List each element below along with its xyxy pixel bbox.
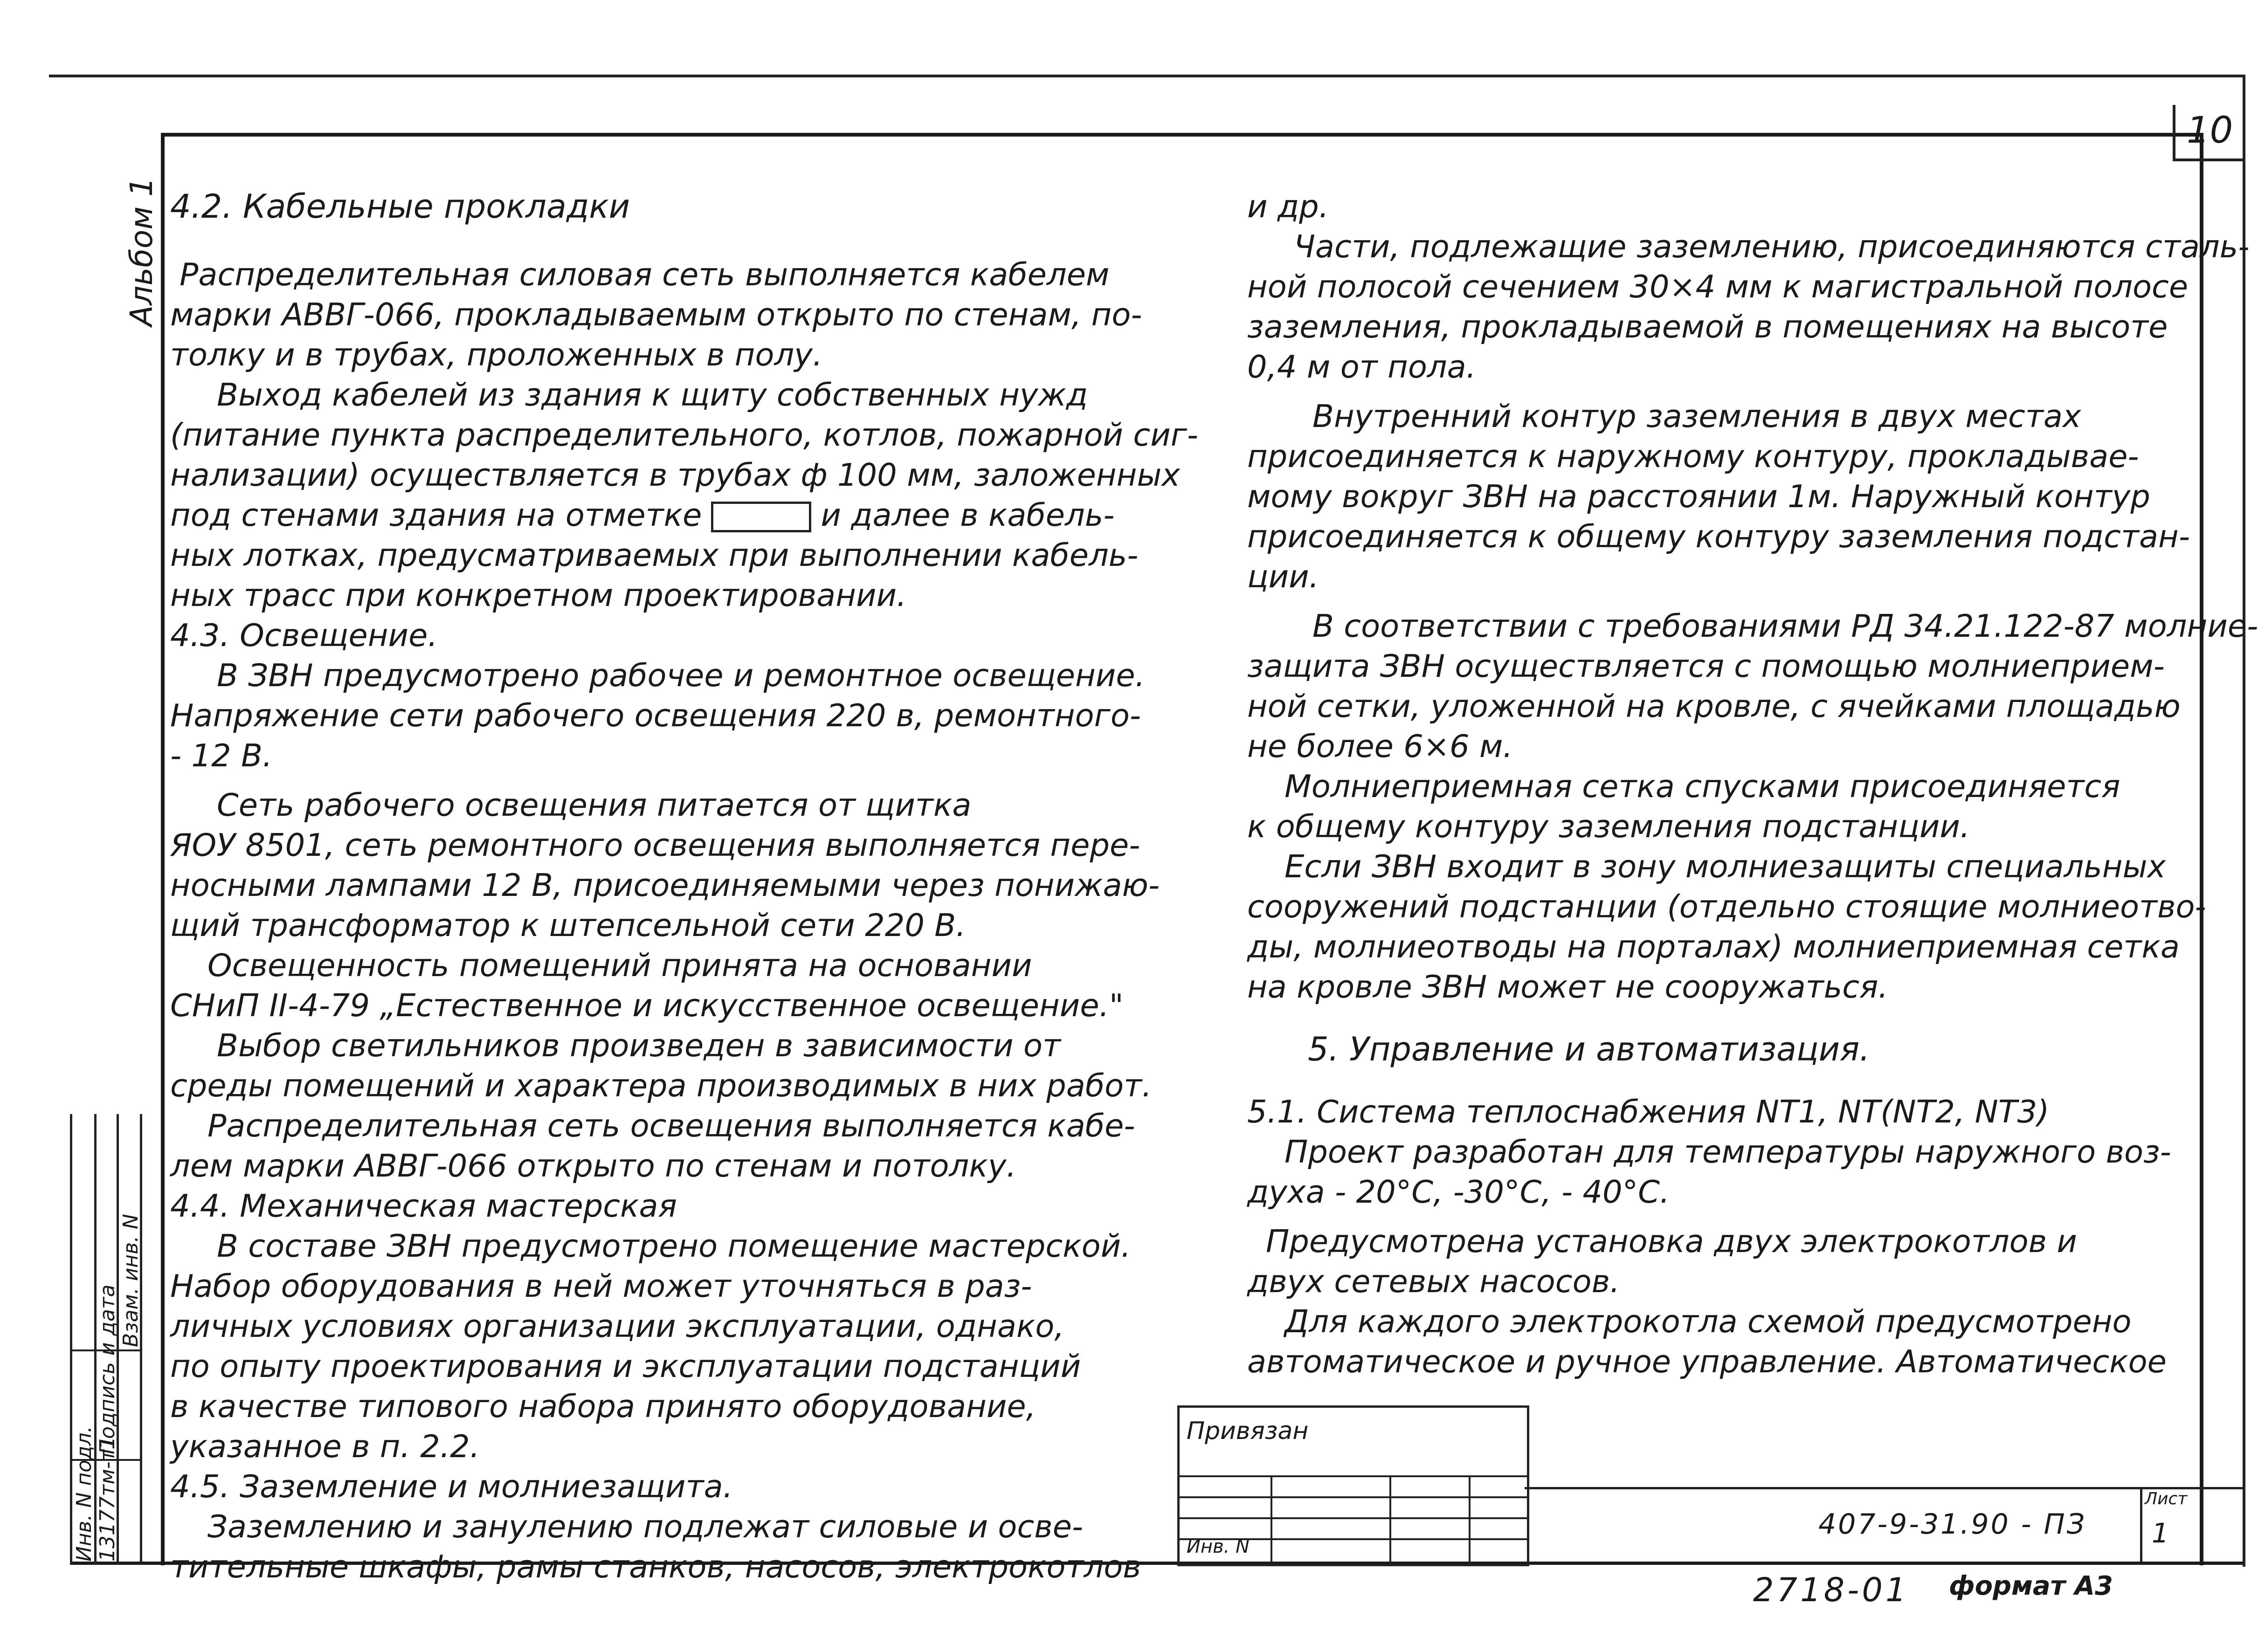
text-line: ных трасс при конкретном проектировании. xyxy=(170,577,907,613)
text-line: Части, подлежащие заземлению, присоединяются сталь- xyxy=(1294,228,2250,265)
paragraph xyxy=(1247,396,2194,597)
tb-col-line xyxy=(1389,1475,1391,1564)
inv-number: 13177тм-т1 xyxy=(96,1436,119,1562)
text-line: ных лотках, предусматриваемых при выполнении кабель- xyxy=(170,537,1139,573)
paper-format: формат А3 xyxy=(1949,1571,2113,1601)
text-span: и далее в кабель- xyxy=(821,497,1115,533)
elevation-mark-box xyxy=(711,502,811,532)
text-line: тительные шкафы, рамы станков, насосов, электрокотлов xyxy=(170,1549,1141,1585)
text-span: под стенами здания на отметке xyxy=(170,497,702,533)
paragraph xyxy=(170,785,1160,945)
paragraph xyxy=(1247,766,2194,847)
text-line: щий трансформатор к штепсельной сети 220 В. xyxy=(170,907,966,943)
text-line: (питание пункта распределительного, котлов, пожарной сиг- xyxy=(170,417,1199,453)
text-line: - 12 В. xyxy=(170,737,273,774)
text-line: духа - 20°С, -30°С, - 40°С. xyxy=(1247,1174,1670,1210)
text-line: Распределительная сеть освещения выполняется кабе- xyxy=(207,1108,1135,1144)
inv-podl-label: Инв. N подл. xyxy=(72,1426,96,1562)
paragraph xyxy=(1247,1301,2194,1382)
text-line: Сеть рабочего освещения питается от щитка xyxy=(217,787,972,823)
paragraph xyxy=(170,255,1140,375)
tb-col-line xyxy=(1469,1475,1471,1564)
attached-label: Привязан xyxy=(1187,1417,1309,1445)
text-line: мому вокруг ЗВН на расстоянии 1м. Наружный контур xyxy=(1247,478,2150,515)
album-label: Альбом 1 xyxy=(124,177,159,326)
text-line: указанное в п. 2.2. xyxy=(170,1428,480,1465)
text-line: Напряжение сети рабочего освещения 220 в, ремонтного- xyxy=(170,697,1141,734)
document-code: 407-9-31.90 - ПЗ xyxy=(1818,1508,2087,1541)
paragraph xyxy=(170,1026,1152,1106)
text-line: защита ЗВН осуществляется с помощью молниеприем- xyxy=(1247,648,2165,684)
text-line: СНиП II-4-79 „Естественное и искусственное освещение." xyxy=(170,987,1124,1024)
text-line: ЯОУ 8501, сеть ремонтного освещения выполняется пере- xyxy=(170,827,1140,863)
text-line: Молниеприемная сетка спусками присоединяется xyxy=(1284,768,2120,805)
section-heading-4-2: 4.2. Кабельные прокладки xyxy=(170,187,630,226)
text-line: 0,4 м от пола. xyxy=(1247,349,1476,385)
inv-n-label: Инв. N xyxy=(1187,1536,1250,1557)
text-line: Заземлению и занулению подлежат силовые и осве- xyxy=(207,1508,1084,1545)
text-line: ды, молниеотводы на порталах) молниеприемная сетка xyxy=(1247,929,2180,965)
sheet-number: 1 xyxy=(2152,1517,2169,1549)
tb-col-line xyxy=(1271,1475,1272,1564)
text-line xyxy=(170,495,1140,535)
text-line: присоединяется к наружному контуру, прокладывае- xyxy=(1247,438,2139,475)
tb-row-line xyxy=(1180,1517,1527,1519)
sheet-label: Лист xyxy=(2145,1489,2188,1508)
section-heading-5: 5. Управление и автоматизация. xyxy=(1308,1030,1870,1068)
text-line: личных условиях организации эксплуатации, однако, xyxy=(170,1308,1064,1344)
order-number: 2718-01 xyxy=(1753,1571,1909,1609)
text-line: В ЗВН предусмотрено рабочее и ремонтное освещение. xyxy=(217,657,1145,694)
paragraph xyxy=(170,1226,1140,1466)
text-line: ции. xyxy=(1247,558,1319,595)
text-line: носными лампами 12 В, присоединяемыми через понижаю- xyxy=(170,867,1160,903)
tb-row-line xyxy=(1180,1475,1527,1477)
text-line: ной полосой сечением 30×4 мм к магистральной полосе xyxy=(1247,268,2189,305)
text-line: двух сетевых насосов. xyxy=(1247,1263,1620,1300)
text-line: к общему контуру заземления подстанции. xyxy=(1247,808,1970,845)
text-line: автоматическое и ручное управление. Автоматическое xyxy=(1247,1343,2167,1380)
text-line: в качестве типового набора принято оборудование, xyxy=(170,1388,1036,1425)
text-line: Распределительная силовая сеть выполняется кабелем xyxy=(180,256,1110,293)
paragraph xyxy=(170,1106,1140,1186)
signature-date-label: Подпись и дата xyxy=(96,1284,119,1454)
paragraph xyxy=(1247,606,2258,766)
paragraph xyxy=(170,1507,1140,1587)
paragraph xyxy=(1247,847,2206,1007)
text-line: заземления, прокладываемой в помещениях на высоте xyxy=(1247,309,2168,345)
text-line: лем марки АВВГ-066 открыто по стенам и потолку. xyxy=(170,1148,1016,1184)
vzam-inv-label: Взам. инв. N xyxy=(119,1214,143,1347)
text-line: В составе ЗВН предусмотрено помещение мастерской. xyxy=(217,1228,1131,1264)
text-line: нализации) осуществляется в трубах ф 100 мм, заложенных xyxy=(170,457,1181,493)
text-line: В соответствии с требованиями РД 34.21.122-87 молние- xyxy=(1312,608,2258,644)
side-stamp xyxy=(70,1114,159,1564)
page-number: 10 xyxy=(2187,110,2233,151)
section-heading-4-5: 4.5. Заземление и молниезащита. xyxy=(170,1468,733,1505)
section-heading-5-1: 5.1. Система теплоснабжения NT1, NT(NT2, NT3) xyxy=(1247,1094,2050,1130)
section-heading-4-3: 4.3. Освещение. xyxy=(170,617,438,654)
paragraph xyxy=(1247,1221,2194,1301)
text-line: присоединяется к общему контуру заземления подстан- xyxy=(1247,518,2190,555)
right-column xyxy=(1247,186,2258,1382)
left-column xyxy=(170,186,1199,1587)
text-line: марки АВВГ-066, прокладываемым открыто по стенам, по- xyxy=(170,296,1142,333)
text-line: ной сетки, уложенной на кровле, с ячейками площадью xyxy=(1247,688,2181,724)
paragraph xyxy=(1247,1132,2194,1212)
text-line: и др. xyxy=(1247,188,1329,225)
text-line: среды помещений и характера производимых в них работ. xyxy=(170,1067,1152,1104)
tb-row-line xyxy=(1180,1496,1527,1498)
text-line: на кровле ЗВН может не сооружаться. xyxy=(1247,969,1888,1005)
text-line: Для каждого электрокотла схемой предусмотрено xyxy=(1284,1303,2132,1340)
paragraph xyxy=(1247,227,2250,387)
attachment-block xyxy=(1177,1405,1529,1566)
paragraph xyxy=(170,655,1145,776)
text-line: сооружений подстанции (отдельно стоящие молниеотво- xyxy=(1247,888,2206,925)
text-line: по опыту проектирования и эксплуатации подстанций xyxy=(170,1348,1081,1384)
text-line: Выход кабелей из здания к щиту собственных нужд xyxy=(217,377,1088,413)
text-line: Если ЗВН входит в зону молниезащиты специальных xyxy=(1284,848,2166,885)
text-line: Освещенность помещений принята на основании xyxy=(207,947,1032,984)
text-line: Проект разработан для температуры наружного воз- xyxy=(1284,1134,2171,1170)
text-line: Выбор светильников произведен в зависимости от xyxy=(217,1027,1061,1064)
section-heading-4-4: 4.4. Механическая мастерская xyxy=(170,1188,677,1224)
paragraph xyxy=(170,945,1140,1026)
paragraph xyxy=(170,375,1199,615)
text-line: толку и в трубах, проложенных в полу. xyxy=(170,337,823,373)
text-line: Набор оборудования в ней может уточняться в раз- xyxy=(170,1268,1032,1304)
text-line: Внутренний контур заземления в двух местах xyxy=(1312,398,2081,434)
text-line: не более 6×6 м. xyxy=(1247,728,1513,764)
text-line: Предусмотрена установка двух электрокотлов и xyxy=(1266,1223,2077,1260)
